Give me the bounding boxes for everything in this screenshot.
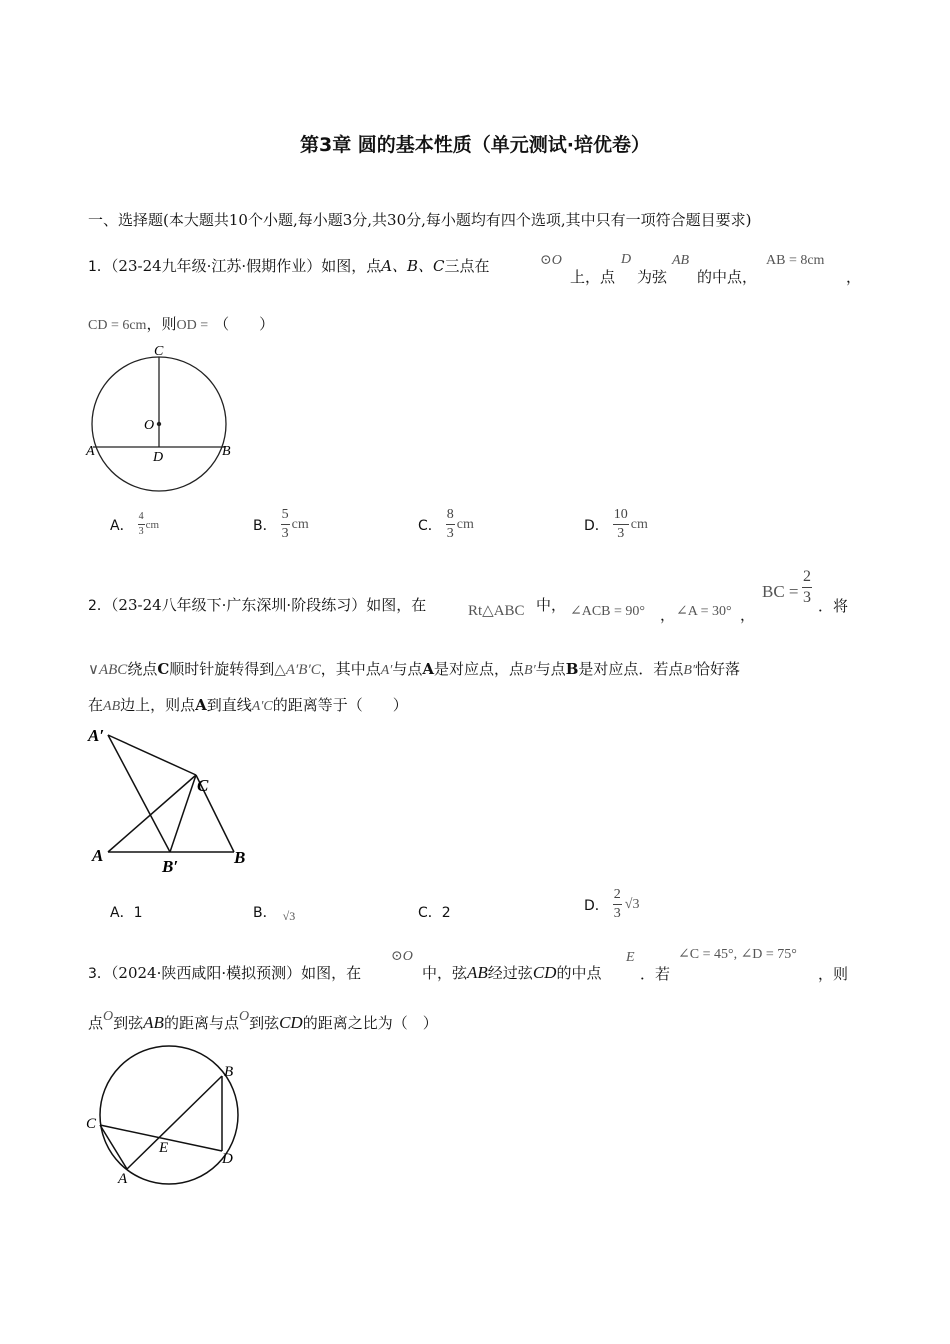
q2-option-b-value: √3 bbox=[282, 909, 296, 923]
q2-text-l3c: 到直线 bbox=[206, 696, 252, 714]
q1-option-b-num: 5 bbox=[281, 508, 290, 525]
q3-text-bi: 的距离之比为（ ） bbox=[302, 1014, 438, 1032]
q1-option-b-frac bbox=[281, 508, 290, 541]
q1-line1 bbox=[88, 255, 490, 276]
q2-source: （23-24八年级下·广东深圳·阶段练习）如图，在 bbox=[110, 596, 427, 614]
q2-bold-c: C bbox=[157, 660, 170, 678]
q1-number: 1． bbox=[88, 259, 111, 275]
q3-math-o2: O bbox=[238, 1009, 250, 1024]
q3-glyph-ab: AB bbox=[467, 963, 488, 982]
page-title: 第3章 圆的基本性质（单元测试·培优卷） bbox=[299, 134, 651, 156]
q1-option-c-unit: cm bbox=[456, 516, 474, 532]
q2-number: 2． bbox=[88, 598, 111, 614]
q2-math-tri: △A′B′C bbox=[274, 662, 321, 678]
q2-bold-a: A bbox=[422, 660, 435, 678]
q2-comma1: ， bbox=[660, 606, 676, 624]
q3-line1-cont bbox=[422, 962, 601, 983]
q2-line2 bbox=[88, 658, 740, 679]
q2-bold-a2: A bbox=[195, 696, 207, 714]
q2-option-c-letter: C． bbox=[418, 905, 442, 921]
q2-figure bbox=[84, 722, 264, 882]
q2-option-a bbox=[110, 902, 143, 922]
q2-option-d-den: 3 bbox=[613, 906, 621, 921]
q1-math-d: D bbox=[621, 252, 632, 267]
q1-option-a-letter: A． bbox=[110, 517, 134, 534]
q2-label-ap: A′ bbox=[88, 726, 105, 745]
q1-math-cd6: CD = 6cm bbox=[88, 318, 147, 333]
q2-math-bp2: B′ bbox=[683, 663, 696, 678]
q2-line-apc bbox=[108, 735, 196, 775]
q1-source: （23-24九年级·江苏·假期作业）如图，点 bbox=[110, 257, 382, 275]
q3-source: （2024·陕西咸阳·模拟预测）如图，在 bbox=[110, 964, 362, 982]
q2-bc-frac bbox=[802, 569, 812, 606]
q1-text-shang: 上，点 bbox=[570, 268, 616, 286]
q2-math-vabc: ∨ABC bbox=[88, 662, 128, 678]
q1-label-d: D bbox=[153, 450, 164, 465]
q1-option-c-den: 3 bbox=[446, 526, 454, 541]
q1-option-b bbox=[253, 508, 309, 541]
q3-text-dao2: 到弦 bbox=[249, 1014, 280, 1032]
q1-option-a-unit: cm bbox=[145, 518, 160, 531]
q1-text-ze: ，则 bbox=[146, 315, 177, 333]
q2-text-l2h: 恰好落 bbox=[695, 660, 741, 678]
q3-label-a: A bbox=[118, 1171, 128, 1187]
q2-text-l2d: 与点 bbox=[392, 660, 423, 678]
q1-text-weixian: 为弦 bbox=[637, 268, 668, 286]
q1-option-b-letter: B． bbox=[253, 517, 277, 534]
q1-option-b-den: 3 bbox=[281, 526, 289, 541]
q3-number: 3． bbox=[88, 966, 111, 982]
q2-option-a-letter: A． bbox=[110, 905, 134, 921]
q2-label-a: A bbox=[92, 846, 104, 865]
q2-line1 bbox=[88, 594, 426, 615]
q1-points: A、B、C bbox=[381, 257, 445, 275]
q1-option-c-letter: C． bbox=[418, 517, 442, 534]
q1-option-c-num: 8 bbox=[446, 508, 455, 525]
q1-math-od: OD = bbox=[176, 318, 209, 333]
q2-option-d-num: 2 bbox=[613, 888, 622, 905]
q2-text-l2e: 是对应点，点 bbox=[434, 660, 525, 678]
q1-paren: （ ） bbox=[214, 315, 275, 333]
q2-math-bp: B′ bbox=[524, 663, 536, 678]
q2-option-c-value: 2 bbox=[441, 905, 451, 921]
q3-label-c: C bbox=[86, 1116, 97, 1132]
q3-line-ab bbox=[127, 1076, 222, 1169]
q1-circle-o: ⊙O bbox=[540, 253, 562, 268]
q2-bc-num: 2 bbox=[802, 569, 812, 588]
q2-option-b bbox=[253, 902, 295, 922]
q2-option-a-value: 1 bbox=[133, 905, 143, 921]
q2-math-rt: Rt△ABC bbox=[468, 603, 525, 619]
q1-option-a-den: 3 bbox=[138, 526, 144, 537]
q1-option-a-frac bbox=[138, 512, 145, 537]
q1-math-ab: AB bbox=[672, 253, 690, 268]
section-heading: 一、选择题(本大题共10个小题,每小题3分,共30分,每小题均有四个选项,其中只有一项符合题目要求) bbox=[88, 211, 752, 229]
q2-text-l3b: 边上，则点 bbox=[120, 696, 196, 714]
q1-label-b: B bbox=[222, 444, 231, 459]
q2-bold-b: B bbox=[565, 660, 579, 678]
q2-text-jiang: ．将 bbox=[818, 597, 849, 615]
q3-label-d: D bbox=[222, 1151, 233, 1167]
q2-math-ap: A′ bbox=[380, 663, 393, 678]
q1-text: 三点在 bbox=[444, 257, 490, 275]
q3-figure bbox=[80, 1040, 250, 1190]
q2-text-l3a: 在 bbox=[88, 696, 104, 714]
q3-glyph-cd: CD bbox=[532, 963, 557, 982]
q3-circle-o: ⊙O bbox=[391, 949, 413, 964]
q2-text-l2a: 绕点 bbox=[127, 660, 158, 678]
q3-text-zd: 的中点 bbox=[556, 964, 602, 982]
q1-figure bbox=[80, 340, 250, 500]
q3-circle bbox=[100, 1046, 238, 1184]
q1-label-o: O bbox=[144, 418, 155, 433]
q3-line1 bbox=[88, 962, 361, 983]
q3-glyph-ab2: AB bbox=[143, 1013, 164, 1032]
q3-math-e: E bbox=[626, 950, 635, 965]
q2-option-d bbox=[584, 888, 639, 921]
q2-text-l2f: 与点 bbox=[535, 660, 566, 678]
q3-text-ze: ，则 bbox=[818, 965, 849, 983]
q2-option-d-root: √3 bbox=[624, 896, 640, 912]
q2-text-l2b: 顺时针旋转得到 bbox=[169, 660, 275, 678]
q1-center-dot bbox=[157, 422, 161, 426]
q1-option-d-den: 3 bbox=[617, 526, 625, 541]
q3-text-jingguo: 经过弦 bbox=[487, 964, 533, 982]
q2-math-acb: ∠ACB = 90° bbox=[570, 604, 646, 619]
q3-text-dao: 到弦 bbox=[113, 1014, 144, 1032]
q2-math-bc: BC = bbox=[762, 582, 799, 601]
q2-text-l2g: 是对应点．若点 bbox=[578, 660, 684, 678]
q1-option-d-letter: D． bbox=[584, 517, 609, 534]
q2-text-zhong: 中， bbox=[536, 596, 567, 614]
q1-label-c: C bbox=[154, 344, 164, 359]
q2-option-d-letter: D． bbox=[584, 897, 609, 914]
q2-line3 bbox=[88, 694, 408, 715]
q2-bc-den: 3 bbox=[803, 589, 811, 606]
q1-option-d-num: 10 bbox=[613, 508, 629, 525]
q1-option-d bbox=[584, 508, 648, 541]
q2-line-apbp bbox=[108, 735, 170, 852]
q2-text-l3d: 的距离等于（ ） bbox=[272, 696, 408, 714]
q3-math-o1: O bbox=[103, 1009, 114, 1024]
q1-text-zhongdian: 的中点， bbox=[697, 268, 758, 286]
q3-label-b: B bbox=[224, 1064, 234, 1080]
q2-option-b-letter: B． bbox=[253, 905, 277, 921]
q1-line2 bbox=[88, 313, 274, 334]
q1-option-d-frac bbox=[613, 508, 629, 541]
q2-label-b: B bbox=[234, 848, 246, 867]
q2-math-apc: A′C bbox=[251, 699, 273, 714]
q2-label-c: C bbox=[197, 776, 209, 795]
q1-option-a-num: 4 bbox=[138, 512, 145, 525]
q3-line-ca bbox=[100, 1125, 127, 1169]
q3-glyph-cd2: CD bbox=[279, 1013, 303, 1032]
q2-text-l2c: ，其中点 bbox=[320, 660, 381, 678]
q2-math-ab: AB bbox=[103, 699, 121, 714]
q1-option-d-unit: cm bbox=[630, 516, 648, 532]
q1-option-b-unit: cm bbox=[291, 516, 309, 532]
q3-text-dian: 点 bbox=[88, 1014, 104, 1032]
q1-math-ab8: AB = 8cm bbox=[766, 253, 825, 268]
q3-line2 bbox=[88, 1009, 438, 1033]
q2-comma2: ， bbox=[740, 606, 756, 624]
q3-label-e: E bbox=[159, 1140, 169, 1156]
q1-option-c bbox=[418, 508, 474, 541]
q2-option-d-frac bbox=[613, 888, 622, 921]
q1-label-a: A bbox=[86, 444, 95, 459]
q2-option-c bbox=[418, 902, 451, 922]
q3-text-juli: 的距离与点 bbox=[163, 1014, 239, 1032]
q1-option-c-frac bbox=[446, 508, 455, 541]
q1-comma: ， bbox=[846, 268, 862, 286]
q3-math-angles: ∠C = 45°, ∠D = 75° bbox=[678, 947, 797, 962]
q2-math-a: ∠A = 30° bbox=[676, 604, 732, 619]
q3-text-zhong: 中，弦 bbox=[422, 964, 468, 982]
q2-label-bp: B′ bbox=[162, 857, 179, 876]
q3-text-ruo: ．若 bbox=[640, 965, 671, 983]
q1-option-a bbox=[110, 512, 159, 537]
